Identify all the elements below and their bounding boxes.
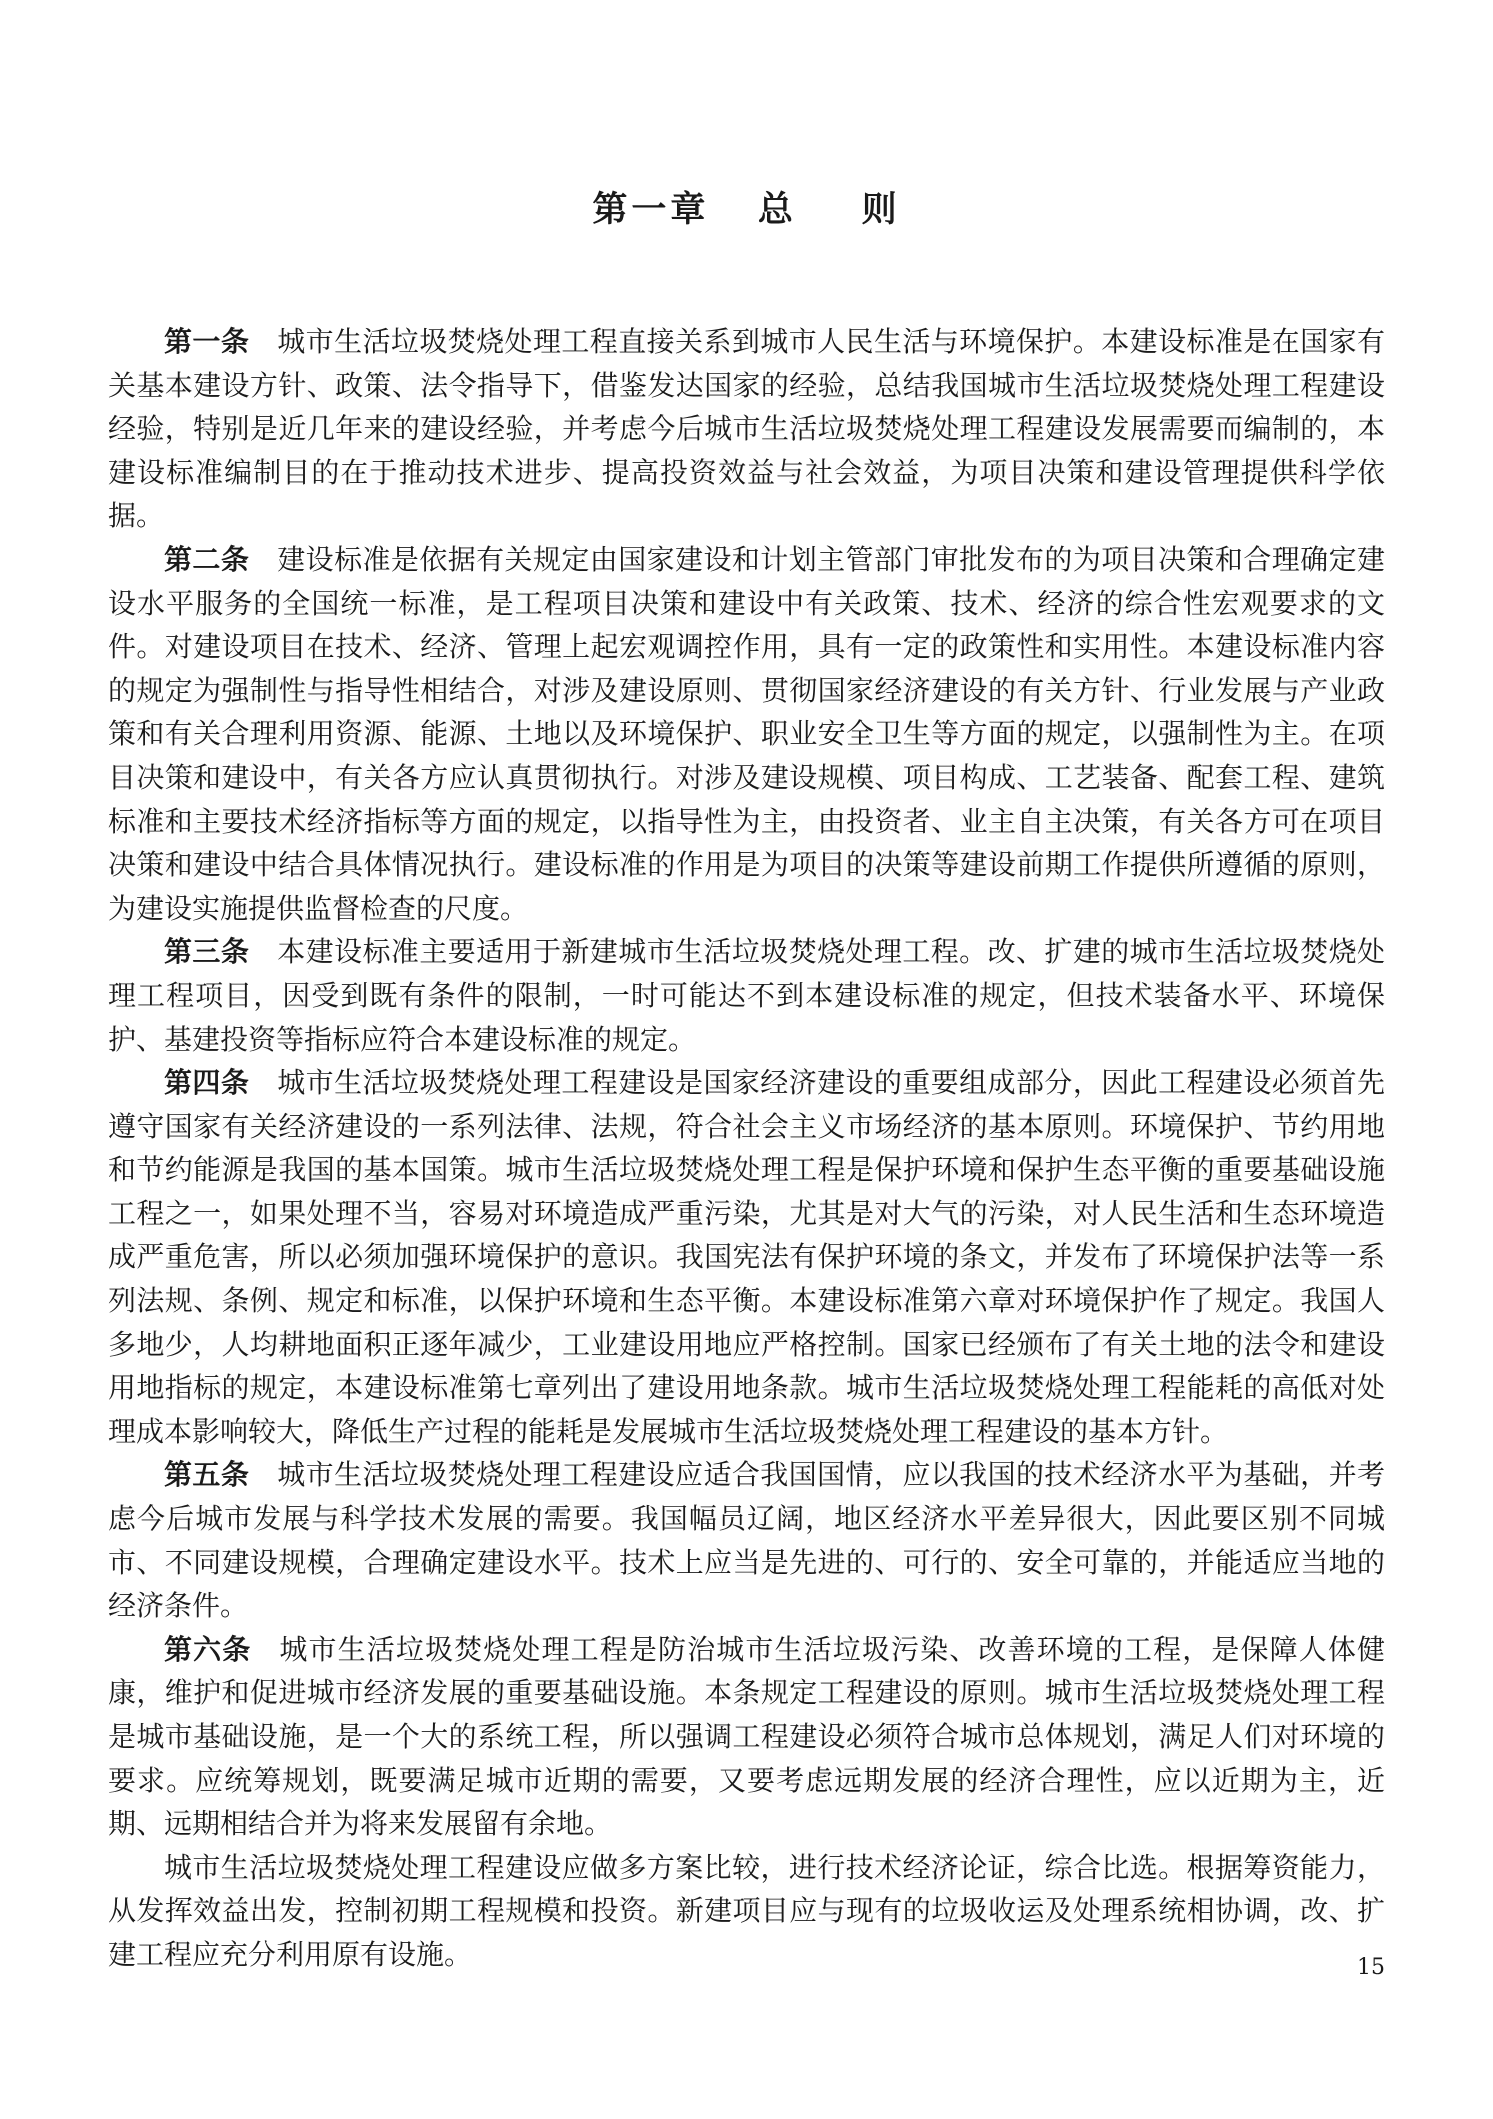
chapter-title: 第一章 总 则 (592, 190, 901, 230)
article-text: 城市生活垃圾焚烧处理工程建设应适合我国国情，应以我国的技术经济水平为基础，并考虑今后城市发展与科学技术发展的需要。我国幅员辽阔，地区经济水平差异很大，因此要区别不同城市、不同建设规模，合理确定建设水平。技术上应当是先进的、可行的、安全可靠的，并能适应当地的经济条件。 (108, 1458, 1385, 1623)
article-label: 第五条 (164, 1458, 250, 1492)
article-4 (108, 1061, 1385, 1453)
article-text: 城市生活垃圾焚烧处理工程建设是国家经济建设的重要组成部分，因此工程建设必须首先遵守国家有关经济建设的一系列法律、法规，符合社会主义市场经济的基本原则。环境保护、节约用地和节约能源是我国的基本国策。城市生活垃圾焚烧处理工程是保护环境和保护生态平衡的重要基础设施工程之一，如果处理不当，容易对环境造成严重污染，尤其是对大气的污染，对人民生活和生态环境造成严重危害，所以必须加强环境保护的意识。我国宪法有保护环境的条文，并发布了环境保护法等一系列法规、条例、规定和标准，以保护环境和生态平衡。本建设标准第六章对环境保护作了规定。我国人多地少，人均耕地面积正逐年减少，工业建设用地应严格控制。国家已经颁布了有关土地的法令和建设用地指标的规定，本建设标准第七章列出了建设用地条款。城市生活垃圾焚烧处理工程能耗的高低对处理成本影响较大，降低生产过程的能耗是发展城市生活垃圾焚烧处理工程建设的基本方针。 (108, 1066, 1385, 1448)
article-text: 城市生活垃圾焚烧处理工程是防治城市生活垃圾污染、改善环境的工程，是保障人体健康，维护和促进城市经济发展的重要基础设施。本条规定工程建设的原则。城市生活垃圾焚烧处理工程是城市基础设施，是一个大的系统工程，所以强调工程建设必须符合城市总体规划，满足人们对环境的要求。应统筹规划，既要满足城市近期的需要，又要考虑远期发展的经济合理性，应以近期为主，近期、远期相结合并为将来发展留有余地。 (108, 1632, 1385, 1841)
article-text: 建设标准是依据有关规定由国家建设和计划主管部门审批发布的为项目决策和合理确定建设水平服务的全国统一标准，是工程项目决策和建设中有关政策、技术、经济的综合性宏观要求的文件。对建设项目在技术、经济、管理上起宏观调控作用，具有一定的政策性和实用性。本建设标准内容的规定为强制性与指导性相结合，对涉及建设原则、贯彻国家经济建设的有关方针、行业发展与产业政策和有关合理利用资源、能源、土地以及环境保护、职业安全卫生等方面的规定，以强制性为主。在项目决策和建设中，有关各方应认真贯彻执行。对涉及建设规模、项目构成、工艺装备、配套工程、建筑标准和主要技术经济指标等方面的规定，以指导性为主，由投资者、业主自主决策，有关各方可在项目决策和建设中结合具体情况执行。建设标准的作用是为项目的决策等建设前期工作提供所遵循的原则，为建设实施提供监督检查的尺度。 (108, 542, 1385, 925)
article-label: 第一条 (164, 325, 250, 358)
article-label: 第六条 (164, 1632, 252, 1666)
article-5 (108, 1453, 1385, 1627)
article-label: 第二条 (164, 542, 250, 576)
article-label: 第三条 (164, 935, 250, 969)
article-text: 城市生活垃圾焚烧处理工程直接关系到城市人民生活与环境保护。本建设标准是在国家有关基本建设方针、政策、法令指导下，借鉴发达国家的经验，总结我国城市生活垃圾焚烧处理工程建设经验，特别是近几年来的建设经验，并考虑今后城市生活垃圾焚烧处理工程建设发展需要而编制的，本建设标准编制目的在于推动技术进步、提高投资效益与社会效益，为项目决策和建设管理提供科学依据。 (108, 325, 1385, 533)
article-text: 本建设标准主要适用于新建城市生活垃圾焚烧处理工程。改、扩建的城市生活垃圾焚烧处理工程项目，因受到既有条件的限制，一时可能达不到本建设标准的规定，但技术装备水平、环境保护、基建投资等指标应符合本建设标准的规定。 (108, 935, 1385, 1056)
article-3 (108, 930, 1385, 1061)
article-label: 第四条 (164, 1066, 250, 1100)
page-number: 15 (1357, 1955, 1385, 1980)
article-6 (108, 1628, 1385, 1846)
closing-paragraph: 城市生活垃圾焚烧处理工程建设应做多方案比较，进行技术经济论证，综合比选。根据筹资能力，从发挥效益出发，控制初期工程规模和投资。新建项目应与现有的垃圾收运及处理系统相协调，改、扩建工程应充分利用原有设施。 (108, 1850, 1385, 1971)
article-2 (108, 538, 1385, 930)
article-1 (108, 320, 1385, 538)
chapter-body (108, 320, 1385, 1977)
